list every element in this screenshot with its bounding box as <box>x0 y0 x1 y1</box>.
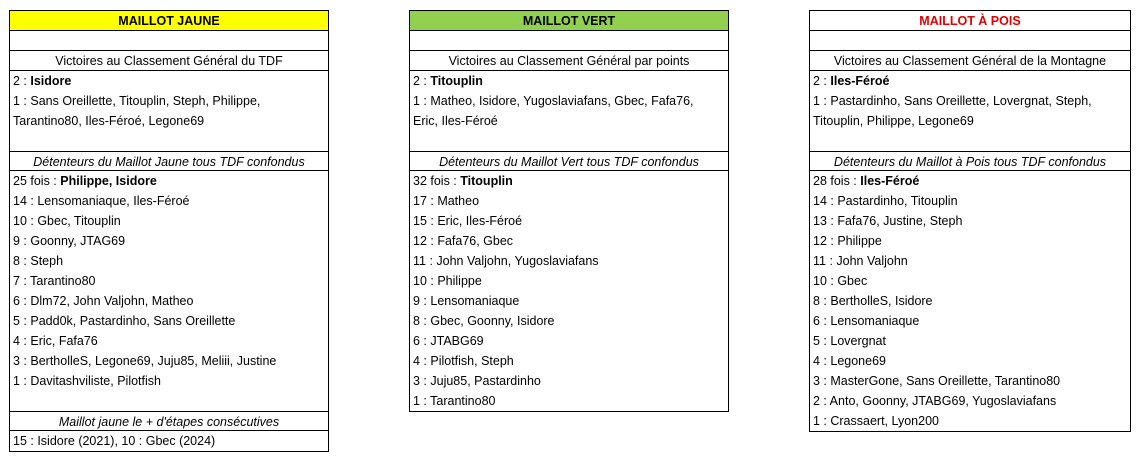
holders-title: Détenteurs du Maillot à Pois tous TDF confondus <box>810 151 1130 171</box>
victories-2: 2 : Iles-Féroé <box>813 74 890 88</box>
panel-title: MAILLOT JAUNE <box>10 11 328 31</box>
holder-row: 9 : Lensomaniaque <box>413 294 520 308</box>
holder-row: 11 : John Valjohn, Yugoslaviafans <box>413 254 599 268</box>
holder-row: 4 : Eric, Fafa76 <box>13 334 98 348</box>
victories-1-line1: 1 : Pastardinho, Sans Oreillette, Lovergnat, Steph, <box>813 94 1092 108</box>
panel-title: MAILLOT À POIS <box>810 11 1130 31</box>
spacer-row <box>10 391 328 411</box>
stages-value: 15 : Isidore (2021), 10 : Gbec (2024) <box>13 434 216 448</box>
holder-row: 6 : JTABG69 <box>413 334 484 348</box>
victories-1-line2: Eric, Iles-Féroé <box>413 114 498 128</box>
victories-title: Victoires au Classement Général de la Montagne <box>810 51 1130 71</box>
holder-row: 1 : Davitashviliste, Pilotfish <box>13 374 161 388</box>
holders-list <box>10 191 328 391</box>
holder-row: 12 : Fafa76, Gbec <box>413 234 514 248</box>
holder-row: 8 : BertholleS, Isidore <box>813 294 933 308</box>
holder-row: 5 : Lovergnat <box>813 334 886 348</box>
stages-title: Maillot jaune le + d'étapes consécutives <box>10 411 328 431</box>
victories-2-names: Isidore <box>30 74 72 88</box>
holder-row: 9 : Goonny, JTAG69 <box>13 234 126 248</box>
panel-title: MAILLOT VERT <box>410 11 728 31</box>
victories-1-line2: Tarantino80, Iles-Féroé, Legone69 <box>13 114 205 128</box>
holder-row: 4 : Pilotfish, Steph <box>413 354 514 368</box>
holders-title: Détenteurs du Maillot Vert tous TDF confondus <box>410 151 728 171</box>
spacer-row <box>10 31 328 51</box>
victories-1-line1: 1 : Sans Oreillette, Titouplin, Steph, Philippe, <box>13 94 261 108</box>
holder-row: 5 : Padd0k, Pastardinho, Sans Oreillette <box>13 314 236 328</box>
holder-row: 13 : Fafa76, Justine, Steph <box>813 214 963 228</box>
holders-list <box>810 191 1130 431</box>
holder-row: 12 : Philippe <box>813 234 882 248</box>
victories-title: Victoires au Classement Général par points <box>410 51 728 71</box>
holder-row: 3 : MasterGone, Sans Oreillette, Tarantino80 <box>813 374 1061 388</box>
holder-row: 2 : Anto, Goonny, JTABG69, Yugoslaviafans <box>813 394 1057 408</box>
victories-2: 2 : Titouplin <box>413 74 483 88</box>
holder-row: 11 : John Valjohn <box>813 254 908 268</box>
spacer-row <box>10 131 328 151</box>
holder-row: 10 : Gbec, Titouplin <box>13 214 121 228</box>
holder-row: 17 : Matheo <box>413 194 480 208</box>
holders-top-names: Titouplin <box>460 174 513 188</box>
holders-list <box>410 191 728 411</box>
holder-row: 3 : Juju85, Pastardinho <box>413 374 541 388</box>
holder-row: 8 : Steph <box>13 254 64 268</box>
holder-row: 10 : Gbec <box>813 274 868 288</box>
panel-maillot-pois <box>809 10 1131 432</box>
holder-row: 3 : BertholleS, Legone69, Juju85, Meliii, Justine <box>13 354 277 368</box>
holder-row: 1 : Tarantino80 <box>413 394 496 408</box>
holder-row: 10 : Philippe <box>413 274 482 288</box>
holders-top-names: Iles-Féroé <box>860 174 920 188</box>
holders-top: 32 fois : Titouplin <box>413 174 513 188</box>
holder-row: 14 : Lensomaniaque, Iles-Féroé <box>13 194 190 208</box>
panel-maillot-vert <box>409 10 729 412</box>
holder-row: 6 : Dlm72, John Valjohn, Matheo <box>13 294 194 308</box>
holders-top-names: Philippe, Isidore <box>60 174 157 188</box>
holder-row: 1 : Crassaert, Lyon200 <box>813 414 939 428</box>
victories-title: Victoires au Classement Général du TDF <box>10 51 328 71</box>
panel-maillot-jaune <box>9 10 329 452</box>
spacer-row <box>810 31 1130 51</box>
holder-row: 8 : Gbec, Goonny, Isidore <box>413 314 555 328</box>
victories-2: 2 : Isidore <box>13 74 72 88</box>
victories-2-names: Titouplin <box>430 74 483 88</box>
holders-title: Détenteurs du Maillot Jaune tous TDF confondus <box>10 151 328 171</box>
holders-top: 25 fois : Philippe, Isidore <box>13 174 157 188</box>
victories-2-names: Iles-Féroé <box>830 74 890 88</box>
spacer-row <box>410 131 728 151</box>
holders-top: 28 fois : Iles-Féroé <box>813 174 920 188</box>
holder-row: 4 : Legone69 <box>813 354 886 368</box>
spacer-row <box>410 31 728 51</box>
holder-row: 6 : Lensomaniaque <box>813 314 920 328</box>
victories-1-line2: Titouplin, Philippe, Legone69 <box>813 114 974 128</box>
spacer-row <box>810 131 1130 151</box>
holder-row: 14 : Pastardinho, Titouplin <box>813 194 958 208</box>
holder-row: 15 : Eric, Iles-Féroé <box>413 214 523 228</box>
holder-row: 7 : Tarantino80 <box>13 274 96 288</box>
victories-1-line1: 1 : Matheo, Isidore, Yugoslaviafans, Gbec, Fafa76, <box>413 94 694 108</box>
